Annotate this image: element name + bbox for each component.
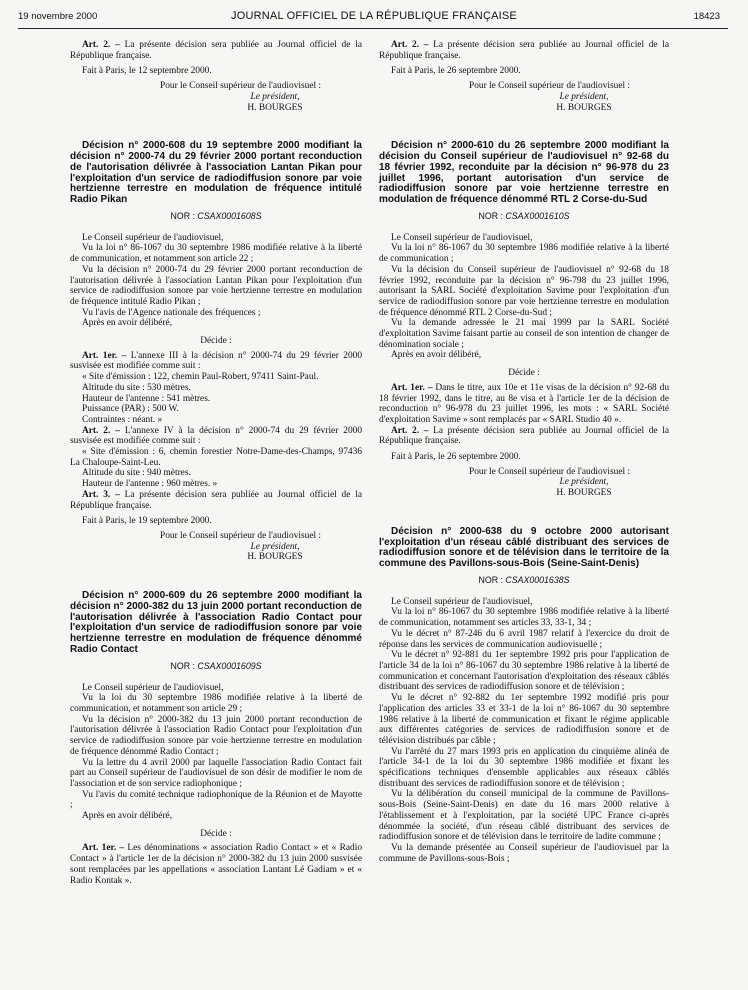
decide-heading: Décide : xyxy=(508,368,540,379)
article-1 xyxy=(70,351,362,372)
article-3 xyxy=(70,490,362,511)
nor-line xyxy=(70,211,362,222)
decision-610-title: Décision n° 2000-610 du 26 septembre 2000 modifiant la décision du Conseil supérieur de l'audiovisuel n° 92-68 du 18 février 1992, reconduite par la décision n° 96-978 du 23 juillet 1996, portant autorisation d'un service de radiodiffusion sonore par voie hertzienne terrestre en modulation de fréquence dénommé RTL 2 Corse-du-Sud xyxy=(379,140,669,206)
signature-name: H. BOURGES xyxy=(247,552,303,563)
article-label: Art. 1er. – xyxy=(391,382,433,393)
paragraph: Vu l'arrêté du 27 mars 1993 pris en application du cinquième alinéa de l'article 34-1 de la loi du 30 septembre 1986 modifiée et fixant les spécifications techniques d'ensemble applicables aux réseaux câblés distribuant des services de radiodiffusion sonore et de télévision ; xyxy=(379,746,669,789)
nor-line xyxy=(70,661,362,672)
decide-heading: Décide : xyxy=(200,828,232,839)
article-label: Art. 2. – xyxy=(82,425,120,436)
page-header xyxy=(0,11,748,33)
annex-line: Puissance (PAR) : 500 W. xyxy=(82,404,179,415)
decision-638-title: Décision n° 2000-638 du 9 octobre 2000 autorisant l'exploitation d'un réseau câblé distribuant des services de radiodiffusion sonore et de télévision dans le territoire de la commune des Pavillons-sous-Bois (Seine-Saint-Denis) xyxy=(379,525,669,570)
signature-for: Pour le Conseil supérieur de l'audiovisuel : xyxy=(469,81,631,92)
paragraph: Après en avoir délibéré, xyxy=(82,318,173,329)
paragraph: Vu la loi n° 86-1067 du 30 septembre 1986 modifiée relative à la liberté de communication ; xyxy=(379,243,669,265)
paragraph: Vu la décision n° 2000-382 du 13 juin 2000 portant reconduction de l'autorisation délivrée à l'association Radio Contact pour l'exploitation d'un service de radiodiffusion sonore par voie hertzienne terrestre en modulation de fréquence dénommé Radio Contact ; xyxy=(70,714,362,757)
paragraph: Après en avoir délibéré, xyxy=(391,350,482,361)
signature-title: Le président, xyxy=(559,91,609,102)
nor-code: CSAX0001608S xyxy=(197,211,262,221)
article-2 xyxy=(379,40,669,61)
header-journal-title: JOURNAL OFFICIEL DE LA RÉPUBLIQUE FRANÇAISE xyxy=(231,10,517,22)
right-column xyxy=(379,40,669,864)
decide-heading: Décide : xyxy=(200,336,232,347)
signature-for: Pour le Conseil supérieur de l'audiovisuel : xyxy=(469,466,631,477)
annex-line: Contraintes : néant. » xyxy=(82,414,163,425)
signature-title: Le président, xyxy=(250,91,300,102)
paragraph: Vu l'avis de l'Agence nationale des fréquences ; xyxy=(82,307,261,318)
header-date: 19 novembre 2000 xyxy=(18,11,98,22)
signature-block xyxy=(469,81,669,113)
signature-name: H. BOURGES xyxy=(247,102,303,113)
signature-name: H. BOURGES xyxy=(556,488,612,499)
header-page-number: 18423 xyxy=(693,11,720,22)
article-text: Les dénominations « association Radio Contact » et « Radio Contact » à l'article 1er de la décision n° 2000-382 du 13 juin 2000 susvisée sont remplacées par les appellations « association Lantant Lé Gadiam » et « Radio Kontak ». xyxy=(70,843,363,886)
paragraph: Vu le décret n° 92-881 du 1er septembre 1992 pris pour l'application de l'article 34 de la loi n° 86-1067 du 30 septembre 1986 relative à la liberté de communication et concernant l'autorisation d'exploitation des réseaux câblés distribuant des services de radiodiffusion sonore et de télévision ; xyxy=(379,650,669,693)
signature-for: Pour le Conseil supérieur de l'audiovisuel : xyxy=(160,530,322,541)
paragraph: Vu la demande adressée le 21 mai 1999 par la SARL Société d'exploitation Savime faisant partie au conseil de son intention de changer de dénomination sociale ; xyxy=(379,318,669,350)
paragraph: Vu le décret n° 87-246 du 6 avril 1987 relatif à l'exercice du droit de réponse dans les services de communication audiovisuelle ; xyxy=(379,628,669,650)
nor-code: CSAX0001638S xyxy=(505,575,570,586)
paragraph: Vu la lettre du 4 avril 2000 par laquelle l'association Radio Contact fait part au Conseil supérieur de l'audiovisuel de son désir de modifier le nom de l'association et de son service radiophonique ; xyxy=(70,757,362,789)
nor-label: NOR : xyxy=(170,660,195,671)
article-2 xyxy=(70,40,362,61)
paragraph: Vu la décision du Conseil supérieur de l'audiovisuel n° 92-68 du 18 février 1992, reconduite par la décision n° 96-798 du 23 juillet 1996, autorisant la SARL Société d'exploitation Savime pour l'exploitation d'un service de radiodiffusion sonore par voie hertzienne terrestre en modulation de fréquence dénommé RTL 2 Corse-du-Sud ; xyxy=(379,264,669,318)
annex-line: Altitude du site : 530 mètres. xyxy=(82,382,191,393)
signature-title: Le président, xyxy=(559,477,609,488)
paragraph: Vu la demande présentée au Conseil supérieur de l'audiovisuel par la commune de Pavillons-sous-Bois ; xyxy=(379,842,669,864)
paragraph: Le Conseil supérieur de l'audiovisuel, xyxy=(391,232,533,243)
paragraph: Vu la délibération du conseil municipal de la commune de Pavillons-sous-Bois (Seine-Saint-Denis) en date du 16 mars 2000 relative à l'établissement et à l'exploitation, par la société UPC France ci-après dénommée la société, d'un réseau câblé distribuant des services de radiodiffusion sonore et de télévision dans le territoire de ladite commune ; xyxy=(379,789,669,843)
article-text: L'annexe IV à la décision n° 2000-74 du 29 février 2000 susvisée est modifiée comme suit : xyxy=(70,425,363,447)
article-text: La présente décision sera publiée au Journal officiel de la République française. xyxy=(379,40,669,61)
paragraph: Après en avoir délibéré, xyxy=(82,811,173,822)
nor-label: NOR : xyxy=(170,211,195,221)
article-1 xyxy=(70,843,362,886)
paragraph: Vu la loi du 30 septembre 1986 modifiée relative à la liberté de communication, et notamment son article 29 ; xyxy=(70,693,362,714)
signature-block xyxy=(160,530,360,563)
fait-a-paris: Fait à Paris, le 19 septembre 2000. xyxy=(82,516,212,527)
article-text: Dans le titre, aux 10e et 11e visas de la décision n° 92-68 du 18 février 1992, dans le titre, au 8e visa et à l'article 1er de la décision de reconduction n° 96-978 du 23 juillet 1996, les mots : « SARL Société d'exploitation Savime » sont remplacés par « SARL Studio 40 ». xyxy=(379,382,670,425)
nor-label: NOR : xyxy=(478,575,503,586)
signature-block xyxy=(469,466,669,499)
decision-608-title: Décision n° 2000-608 du 19 septembre 2000 modifiant la décision n° 2000-74 du 29 février 2000 portant reconduction de l'autorisation délivrée à l'association Lantan Pikan pour l'exploitation d'un service de radiodiffusion sonore par voie hertzienne terrestre en modulation de fréquence intitulé Radio Pikan xyxy=(70,140,362,206)
paragraph: Le Conseil supérieur de l'audiovisuel, xyxy=(82,232,224,243)
paragraph: Vu la loi n° 86-1067 du 30 septembre 1986 modifiée relative à la liberté de communication, et notamment son article 22 ; xyxy=(70,243,362,265)
annex-line: Altitude du site : 940 mètres. xyxy=(82,468,191,479)
paragraph: Le Conseil supérieur de l'audiovisuel, xyxy=(391,596,533,607)
paragraph: Vu l'avis du comité technique radiophonique de la Réunion et de Mayotte ; xyxy=(70,789,362,811)
decision-609-title: Décision n° 2000-609 du 26 septembre 2000 modifiant la décision n° 2000-382 du 13 juin 2000 portant reconduction de l'autorisation délivrée à l'association Radio Contact pour l'exploitation d'un service de radiodiffusion sonore par voie hertzienne terrestre en modulation de fréquence dénommé Radio Contact xyxy=(70,590,362,656)
paragraph: Vu la loi n° 86-1067 du 30 septembre 1986 modifiée relative à la liberté de communication, notamment ses articles 33, 33-1, 34 ; xyxy=(379,607,669,629)
signature-for: Pour le Conseil supérieur de l'audiovisuel : xyxy=(160,81,322,92)
paragraph: Vu la décision n° 2000-74 du 29 février 2000 portant reconduction de l'autorisation délivrée à l'association Lantan Pikan pour l'exploitation d'un service de radiodiffusion sonore par voie hertzienne terrestre en modulation de fréquence intitulé Radio Pikan ; xyxy=(70,264,362,307)
annex-line: « Site d'émission : 6, chemin forestier Notre-Dame-des-Champs, 97436 La Chaloupe-Saint-Leu. xyxy=(70,447,362,468)
article-2 xyxy=(379,426,669,447)
article-label: Art. 1er. – xyxy=(82,843,125,854)
nor-code: CSAX0001609S xyxy=(197,660,262,671)
signature-name: H. BOURGES xyxy=(556,102,612,113)
article-1 xyxy=(379,383,669,426)
signature-title: Le président, xyxy=(250,541,300,552)
header-rule xyxy=(18,28,728,29)
paragraph: Le Conseil supérieur de l'audiovisuel, xyxy=(82,682,224,693)
article-2 xyxy=(70,426,362,447)
article-label: Art. 3. – xyxy=(82,489,120,500)
article-label: Art. 2. – xyxy=(391,425,429,436)
article-text: La présente décision sera publiée au Journal officiel de la République française. xyxy=(70,489,362,511)
paragraph: Vu le décret n° 92-882 du 1er septembre 1992 modifié pris pour l'application des articles 33 et 33-1 de la loi n° 86-1067 du 30 septembre 1986 relative à la liberté de communication et fixant le régime applicable aux différentes catégories de services de radiodiffusion sonore et de télévision distribués par câble ; xyxy=(379,693,669,746)
article-label: Art. 2. – xyxy=(82,40,120,50)
fait-a-paris: Fait à Paris, le 12 septembre 2000. xyxy=(82,66,212,77)
fait-a-paris: Fait à Paris, le 26 septembre 2000. xyxy=(391,66,521,77)
annex-line: Hauteur de l'antenne : 960 mètres. » xyxy=(82,479,218,490)
nor-label: NOR : xyxy=(478,211,503,221)
article-text: L'annexe III à la décision n° 2000-74 du 29 février 2000 susvisée est modifiée comme suit : xyxy=(70,350,363,372)
nor-line xyxy=(379,211,669,222)
signature-block xyxy=(160,81,360,113)
nor-line xyxy=(379,575,669,586)
article-text: La présente décision sera publiée au Journal officiel de la République française. xyxy=(70,40,362,61)
article-label: Art. 1er. – xyxy=(82,350,127,361)
annex-line: Hauteur de l'antenne : 541 mètres. xyxy=(82,393,211,404)
nor-code: CSAX0001610S xyxy=(505,211,570,221)
article-text: La présente décision sera publiée au Journal officiel de la République française. xyxy=(379,425,669,447)
article-label: Art. 2. – xyxy=(391,40,429,50)
left-column xyxy=(70,40,362,886)
fait-a-paris: Fait à Paris, le 26 septembre 2000. xyxy=(391,452,521,463)
annex-line: « Site d'émission : 122, chemin Paul-Robert, 97411 Saint-Paul. xyxy=(82,372,319,383)
